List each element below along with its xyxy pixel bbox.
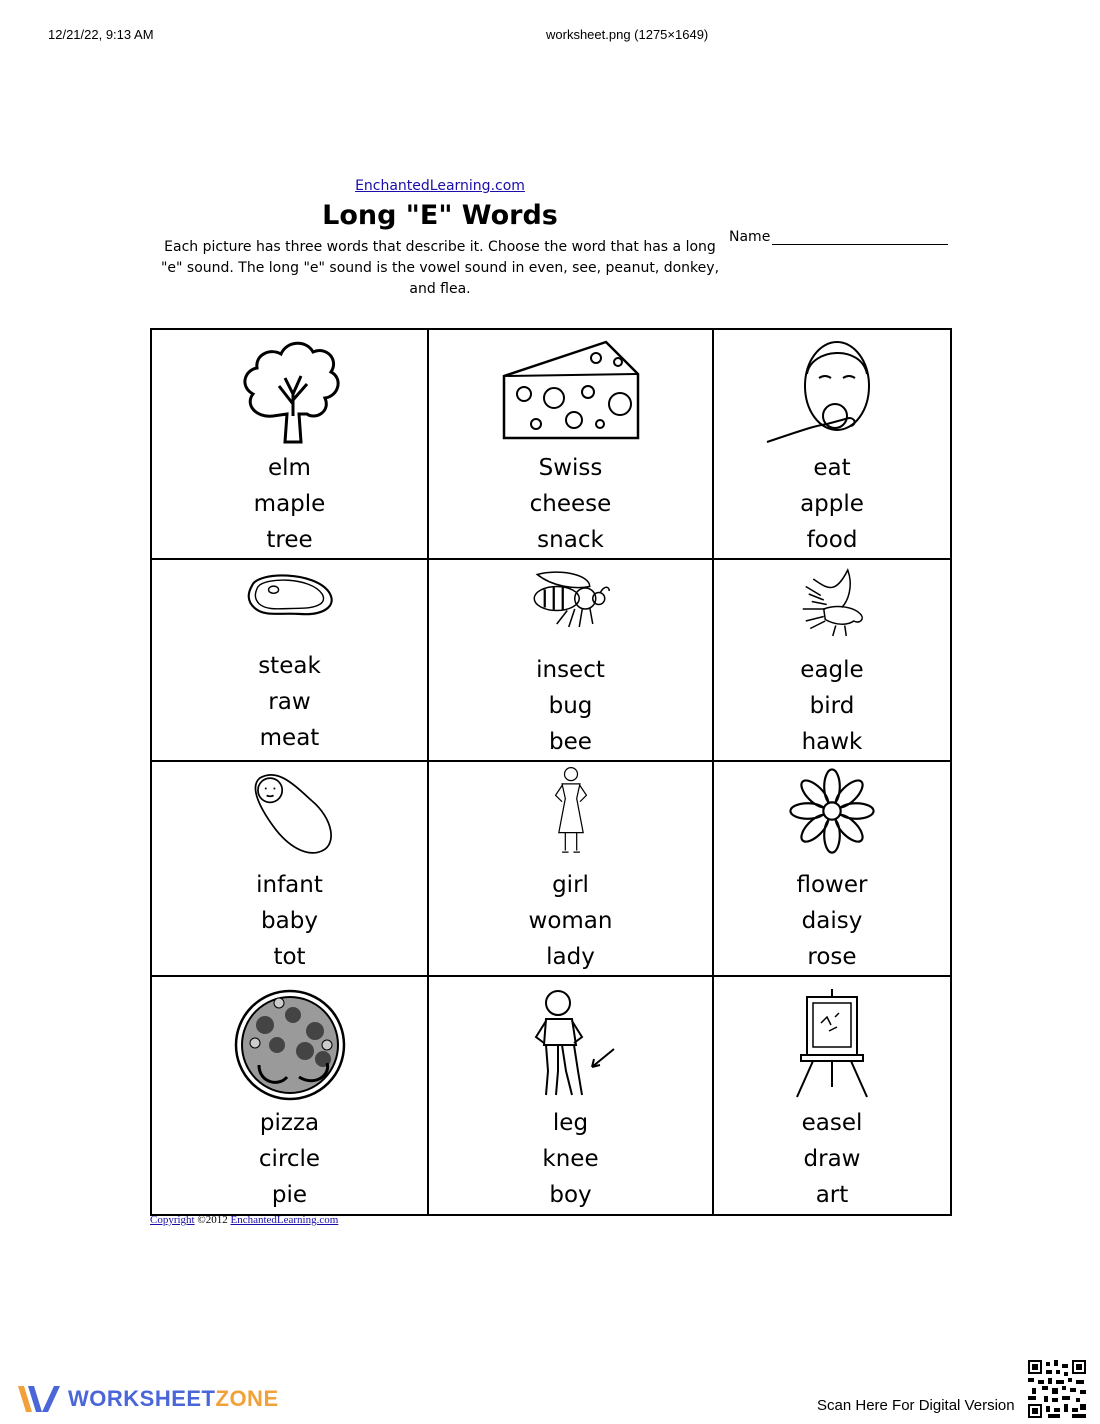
name-line[interactable] [772,228,948,245]
word[interactable]: lady [546,944,595,970]
word-list [542,1105,598,1213]
word-list [800,652,863,760]
word[interactable]: insect [536,657,605,683]
boy-knee-icon [496,981,646,1105]
copyright-year: ©2012 [197,1214,228,1226]
word[interactable]: pizza [259,1110,320,1136]
grid-cell [429,762,714,977]
word-list [259,1105,320,1213]
copyright-line [150,1214,338,1226]
word[interactable]: eagle [800,657,864,683]
word[interactable]: leg [552,1110,589,1136]
word-list [529,867,613,975]
word[interactable]: hawk [801,729,863,755]
word[interactable]: pie [271,1182,308,1208]
easel-icon [757,981,907,1105]
grid-cell [429,330,714,560]
worksheet-title: Long "E" Words [322,200,558,231]
word[interactable]: woman [528,908,613,934]
word[interactable]: bug [548,693,593,719]
word[interactable]: art [815,1182,849,1208]
brand-name [68,1386,279,1412]
scan-text: Scan Here For Digital Version [817,1397,1015,1414]
word-list [802,1105,863,1213]
baby-icon [215,766,365,863]
print-timestamp: 12/21/22, 9:13 AM [48,27,154,42]
grid-cell [714,560,950,762]
grid-cell [714,977,950,1214]
word[interactable]: circle [258,1146,321,1172]
word-list [800,450,864,558]
word[interactable]: apple [800,491,864,517]
word[interactable]: bee [549,729,592,755]
grid-cell [152,330,429,560]
word[interactable]: elm [268,455,311,481]
grid-cell [714,762,950,977]
word[interactable]: knee [542,1146,599,1172]
qr-code-icon[interactable] [1028,1360,1086,1418]
brand-name-part1: WORKSHEET [68,1386,216,1411]
word[interactable]: daisy [801,908,863,934]
word[interactable]: cheese [529,491,612,517]
instructions: Each picture has three words that describe it. Choose the word that has a long "e" sound. The long "e" sound is the vowel sound in even, see, peanut, donkey, and flea. [160,239,720,297]
woman-icon [496,766,646,857]
word[interactable]: bird [809,693,855,719]
word-grid [150,328,952,1216]
worksheetzone-logo[interactable] [16,1382,279,1416]
cheese-icon [496,334,646,446]
word[interactable]: tot [273,944,306,970]
girl-eating-apple-icon [757,334,907,446]
word[interactable]: meat [259,725,320,751]
word[interactable]: draw [803,1146,861,1172]
pizza-icon [215,981,365,1105]
word[interactable]: baby [261,908,318,934]
worksheetzone-logo-icon [16,1382,60,1416]
word-list [530,450,612,558]
word[interactable]: boy [549,1182,592,1208]
site-link[interactable]: EnchantedLearning.com [355,178,525,194]
word[interactable]: food [806,527,858,553]
name-label: Name [729,229,771,245]
grid-cell [152,762,429,977]
word[interactable]: rose [807,944,857,970]
word[interactable]: easel [801,1110,863,1136]
grid-cell [152,977,429,1214]
copyright-site-link[interactable]: EnchantedLearning.com [230,1214,339,1226]
word-list [258,648,321,756]
word-list [256,867,323,975]
word-list [254,450,326,558]
word[interactable]: Swiss [538,455,603,481]
grid-cell [714,330,950,560]
grid-cell [429,977,714,1214]
word[interactable]: flower [796,872,868,898]
copyright-link[interactable]: Copyright [150,1214,195,1226]
flower-icon [757,766,907,863]
word-list [797,867,868,975]
word[interactable]: tree [266,527,313,553]
bee-icon [496,564,646,648]
brand-name-part2: ZONE [215,1386,279,1411]
tree-icon [215,334,365,446]
word[interactable]: infant [256,872,323,898]
eagle-icon [757,564,907,648]
word[interactable]: girl [552,872,589,898]
word[interactable]: snack [537,527,604,553]
word[interactable]: steak [258,653,321,679]
word-list [536,652,605,760]
grid-cell [429,560,714,762]
name-field[interactable] [729,228,948,245]
word[interactable]: maple [253,491,326,517]
word[interactable]: raw [268,689,311,715]
print-file-title: worksheet.png (1275×1649) [546,27,709,42]
grid-cell [152,560,429,762]
steak-icon [215,564,365,644]
word[interactable]: eat [813,455,851,481]
